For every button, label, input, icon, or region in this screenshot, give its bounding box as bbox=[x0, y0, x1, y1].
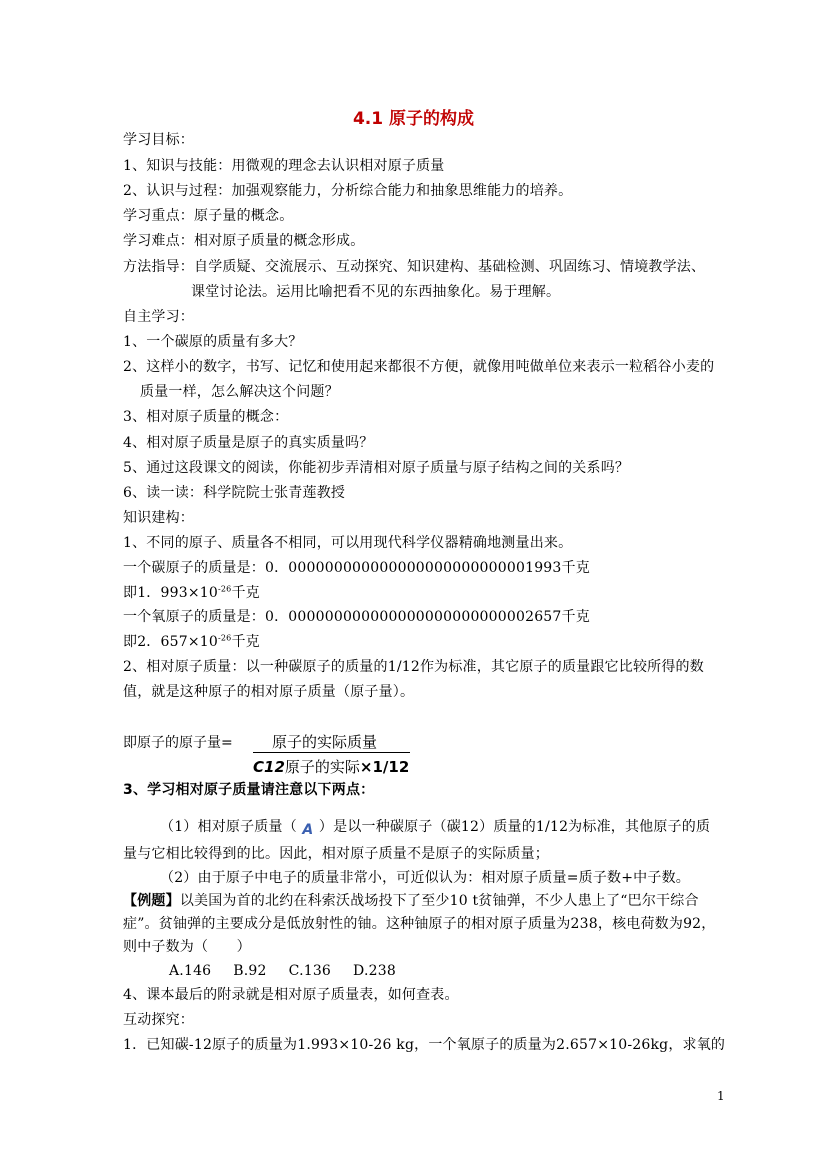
text-line: 5、通过这段课文的阅读，你能初步弄清相对原子质量与原子结构之间的关系吗？ bbox=[123, 460, 630, 476]
text-line: 2、认识与过程：加强观察能力，分析综合能力和抽象思维能力的培养。 bbox=[123, 183, 573, 199]
option-c: C.136 bbox=[288, 963, 332, 979]
text-line bbox=[160, 818, 710, 837]
section-heading: 互动探究： bbox=[123, 1012, 194, 1028]
text-line: 1、一个碳原的质量有多大？ bbox=[123, 334, 303, 350]
formula-c12: C12 bbox=[253, 758, 285, 776]
text-line: 2、相对原子质量：以一种碳原子的质量的1/12作为标准，其它原子的质量跟它比较所得的数 bbox=[123, 659, 704, 675]
exponent: -26 bbox=[217, 633, 232, 643]
page-number: 1 bbox=[717, 1089, 725, 1103]
text-line: 方法指导：自学质疑、交流展示、互动探究、知识建构、基础检测、巩固练习、情境教学法、 bbox=[123, 259, 706, 275]
text-line: 一个碳原子的质量是：0．000000000000000000000000001993千克 bbox=[123, 560, 590, 576]
text-line: 1、知识与技能：用微观的理念去认识相对原子质量 bbox=[123, 158, 445, 174]
text-line: 质量一样，怎么解决这个问题？ bbox=[140, 384, 339, 400]
ar-symbol-icon: A bbox=[302, 822, 314, 838]
text-line: 量与它相比较得到的比。因此，相对原子质量不是原子的实际质量； bbox=[123, 846, 549, 862]
text-line bbox=[123, 892, 699, 910]
text-line: 值，就是这种原子的相对原子质量（原子量）。 bbox=[123, 684, 415, 700]
formula-den-tail: ×1/12 bbox=[359, 758, 410, 776]
text-line: 学习难点：相对原子质量的概念形成。 bbox=[123, 233, 365, 249]
text-line bbox=[123, 633, 260, 651]
fraction-bar bbox=[253, 752, 410, 753]
text-line: 1、不同的原子、质量各不相同，可以用现代科学仪器精确地测量出来。 bbox=[123, 535, 573, 551]
text-line bbox=[123, 584, 260, 602]
section-heading: 自主学习： bbox=[123, 309, 194, 325]
value-text: 即1．993×10 bbox=[123, 585, 218, 601]
unit-text: 千克 bbox=[231, 634, 260, 650]
text-line: 则中子数为（ ） bbox=[123, 939, 251, 955]
text-line: 3、相对原子质量的概念： bbox=[123, 409, 289, 425]
example-tag: 【例题】 bbox=[123, 893, 180, 909]
text-line: 2、这样小的数字，书写、记忆和使用起来都很不方便，就像用吨做单位来表示一粒稻谷小麦的 bbox=[123, 359, 715, 375]
option-d: D.238 bbox=[353, 963, 396, 979]
section-heading: 3、学习相对原子质量请注意以下两点： bbox=[123, 782, 375, 798]
formula-label: 即原子的原子量= bbox=[123, 735, 233, 751]
option-b: B.92 bbox=[233, 963, 267, 979]
text-part: ）是以一种碳原子（碳12）质量的1/12为标准，其他原子的质 bbox=[318, 819, 711, 835]
text-line: 症”。贫铀弹的主要成分是低放射性的铀。这种铀原子的相对原子质量为238，核电荷数为92， bbox=[123, 916, 716, 932]
text-line: 学习重点：原子量的概念。 bbox=[123, 208, 294, 224]
section-heading: 知识建构： bbox=[123, 510, 194, 526]
text-line: 6、读一读：科学院院士张青莲教授 bbox=[123, 485, 346, 501]
text-line: 4、相对原子质量是原子的真实质量吗？ bbox=[123, 435, 374, 451]
formula-numerator: 原子的实际质量 bbox=[272, 733, 378, 751]
text-line: 课堂讨论法。运用比喻把看不见的东西抽象化。易于理解。 bbox=[191, 284, 561, 300]
text-line: 4、课本最后的附录就是相对原子质量表，如何查表。 bbox=[123, 987, 459, 1003]
answer-options bbox=[169, 962, 418, 980]
page-title: 4.1 原子的构成 bbox=[352, 109, 475, 129]
text-line: 一个氧原子的质量是：0．000000000000000000000000002657千克 bbox=[123, 609, 590, 625]
formula-denominator bbox=[253, 756, 409, 777]
text-part: （1）相对原子质量（ bbox=[160, 819, 297, 835]
text-line: 1．已知碳-12原子的质量为1.993×10-26 kg，一个氧原子的质量为2.657×10-26kg，求氧的 bbox=[123, 1037, 726, 1053]
section-heading: 学习目标： bbox=[123, 132, 194, 148]
value-text: 即2．657×10 bbox=[123, 634, 218, 650]
unit-text: 千克 bbox=[231, 585, 260, 601]
text-line: （2）由于原子中电子的质量非常小，可近似认为：相对原子质量=质子数+中子数。 bbox=[160, 870, 690, 886]
text-part: 以美国为首的北约在科索沃战场投下了至少10 t贫铀弹，不少人患上了“巴尔干综合 bbox=[179, 893, 699, 909]
formula-den-text: 原子的实际 bbox=[284, 758, 360, 776]
exponent: -26 bbox=[217, 584, 232, 594]
option-a: A.146 bbox=[169, 963, 212, 979]
